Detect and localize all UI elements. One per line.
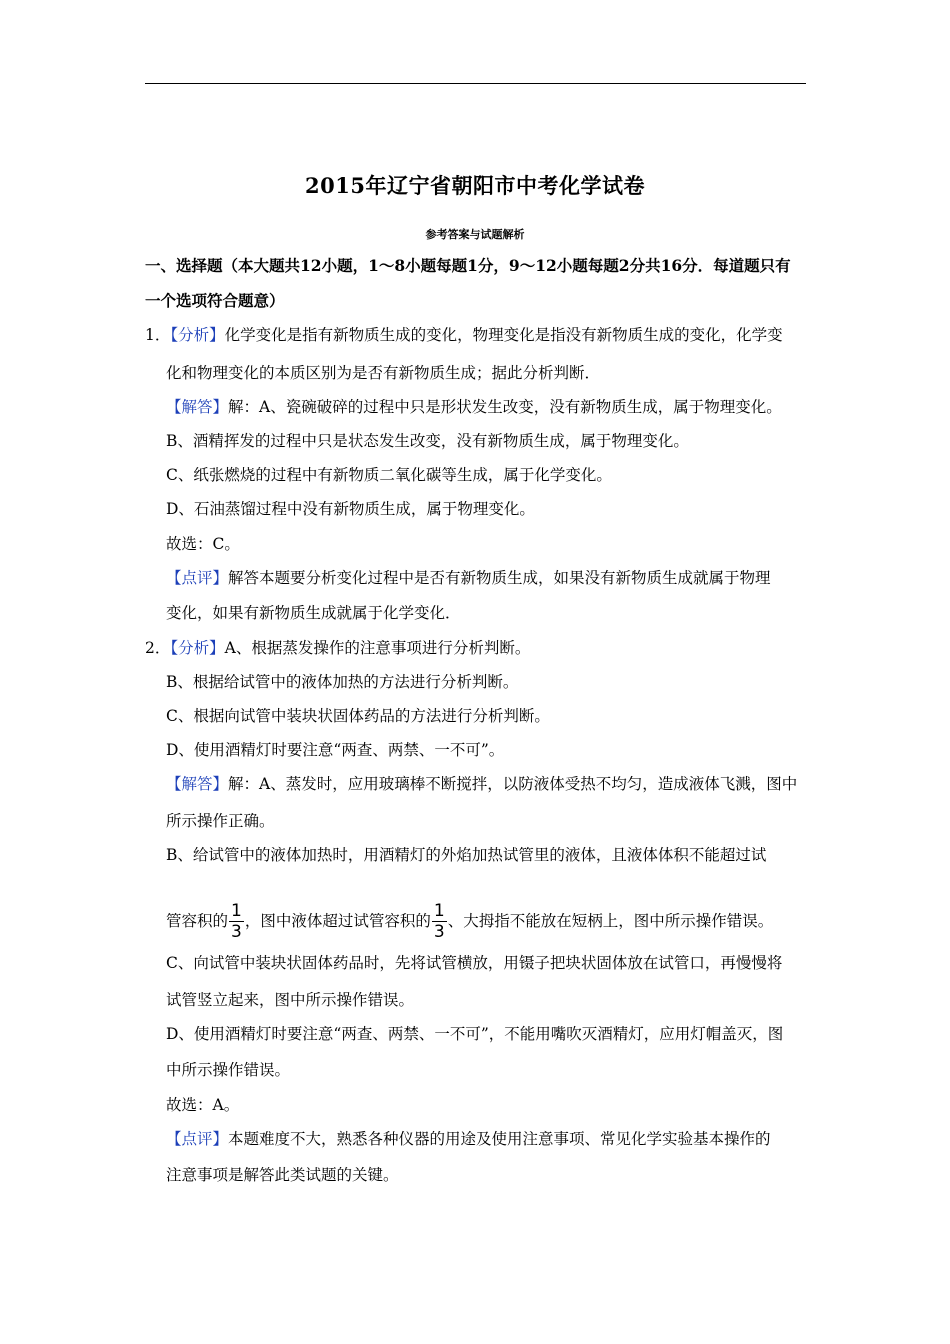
q2-comment-line-1: 【点评】本题难度不大，熟悉各种仪器的用途及使用注意事项、常见化学实验基本操作的 [166, 1130, 771, 1148]
q1-number: 1． [145, 326, 171, 344]
q2-choice: 故选：A。 [166, 1096, 240, 1114]
q1-comment-line-1: 【点评】解答本题要分析变化过程中是否有新物质生成，如果没有新物质生成就属于物理 [166, 569, 771, 587]
analysis-tag: 【分析】 [170, 326, 225, 344]
section-heading-cont: 一个选项符合题意） [145, 291, 285, 310]
q2-analysis-b: B、根据给试管中的液体加热的方法进行分析判断。 [166, 673, 519, 691]
q2-analysis-d: D、使用酒精灯时要注意“两查、两禁、一不可”。 [166, 741, 505, 759]
q2-analysis-a: 2．【分析】A、根据蒸发操作的注意事项进行分析判断。 [145, 639, 531, 657]
section-heading: 一、选择题（本大题共12小题，1～8小题每题1分，9～12小题每题2分共16分．每道题只有 [145, 256, 791, 275]
answer-tag: 【解答】 [166, 775, 229, 793]
header-rule [145, 83, 806, 84]
q2-answer-a-line-2: 所示操作正确。 [166, 812, 275, 830]
q2-number: 2． [145, 639, 171, 657]
q1-comment-line-2: 变化，如果有新物质生成就属于化学变化． [166, 604, 461, 622]
q2-answer-c-line-1: C、向试管中装块状固体药品时，先将试管横放，用镊子把块状固体放在试管口，再慢慢将 [166, 954, 783, 972]
q2-answer-c-line-2: 试管竖立起来，图中所示操作错误。 [166, 991, 415, 1009]
q2-analysis-c: C、根据向试管中装块状固体药品的方法进行分析判断。 [166, 707, 550, 725]
q1-answer-c: C、纸张燃烧的过程中有新物质二氧化碳等生成，属于化学变化。 [166, 466, 612, 484]
fraction-one-third: $\frac{1}{3}$ [231, 900, 242, 942]
answer-tag: 【解答】 [166, 398, 229, 416]
q2-answer-d-line-1: D、使用酒精灯时要注意“两查、两禁、一不可”，不能用嘴吹灭酒精灯，应用灯帽盖灭，图 [166, 1025, 784, 1043]
comment-tag: 【点评】 [166, 1130, 229, 1148]
q2-answer-d-line-2: 中所示操作错误。 [166, 1061, 291, 1079]
fraction-one-third: $\frac{1}{3}$ [433, 900, 445, 942]
q1-analysis-line-1: 1．【分析】化学变化是指有新物质生成的变化，物理变化是指没有新物质生成的变化，化学变 [145, 326, 783, 344]
q1-choice: 故选：C。 [166, 535, 240, 553]
q2-comment-line-2: 注意事项是解答此类试题的关键。 [166, 1166, 399, 1184]
page-subtitle: 参考答案与试题解析 [425, 228, 525, 241]
q1-answer-d: D、石油蒸馏过程中没有新物质生成，属于物理变化。 [166, 500, 535, 518]
q2-answer-b-line-2: 管容积的 $\frac{1}{3}$ ，图中液体超过试管容积的 $\frac{1}{3}$ 、大拇指不能放在短柄上，图中所示操作错误。 [166, 900, 774, 942]
q1-analysis-line-2: 化和物理变化的本质区别为是否有新物质生成；据此分析判断． [166, 364, 601, 382]
comment-tag: 【点评】 [166, 569, 229, 587]
q2-answer-a-line-1: 【解答】解：A、蒸发时，应用玻璃棒不断搅拌，以防液体受热不均匀，造成液体飞溅，图中 [166, 775, 798, 793]
analysis-tag: 【分析】 [170, 639, 225, 657]
page-title: 2015年辽宁省朝阳市中考化学试卷 [305, 173, 645, 198]
q1-answer-a: 【解答】解：A、瓷碗破碎的过程中只是形状发生改变，没有新物质生成，属于物理变化。 [166, 398, 782, 416]
q2-answer-b-line-1: B、给试管中的液体加热时，用酒精灯的外焰加热试管里的液体，且液体体积不能超过试 [166, 846, 767, 864]
q1-answer-b: B、酒精挥发的过程中只是状态发生改变，没有新物质生成，属于物理变化。 [166, 432, 689, 450]
